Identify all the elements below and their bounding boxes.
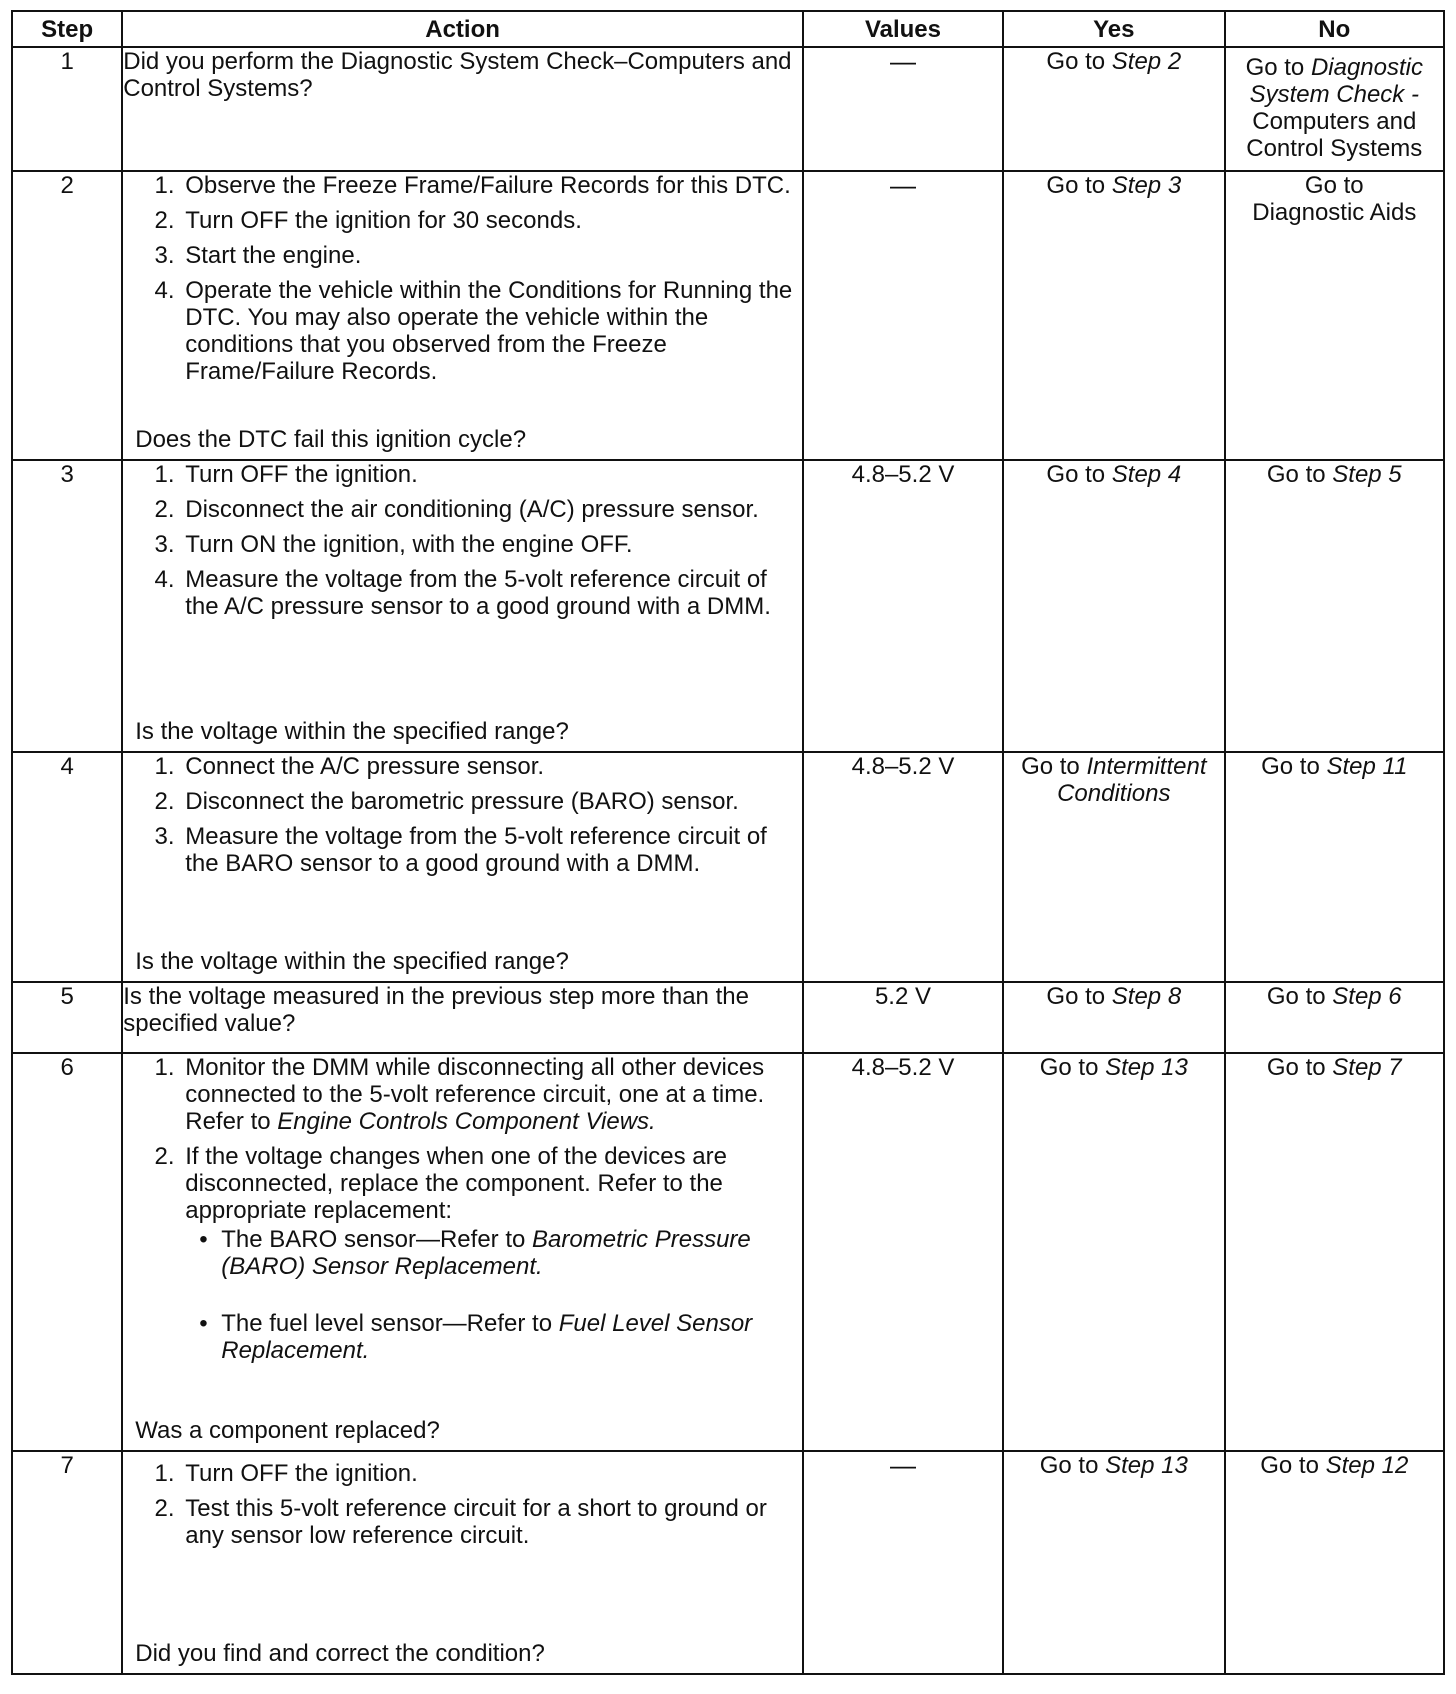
reference-link[interactable]: Barometric Pressure (BARO) Sensor Replacement.: [221, 1225, 751, 1280]
no-prefix: Go to: [1260, 1452, 1319, 1480]
no-link[interactable]: Step 5: [1332, 461, 1402, 489]
value-cell: [803, 1053, 1003, 1451]
action-cell: [122, 47, 803, 171]
action-item: 1. Connect the A/C pressure sensor.: [181, 753, 802, 780]
no-cell[interactable]: [1225, 1053, 1444, 1451]
action-list: [123, 1054, 802, 1364]
action-item: 4. Measure the voltage from the 5-volt reference circuit of the A/C pressure sensor to a good ground with a DMM.: [181, 566, 802, 620]
action-question: Was a component replaced?: [135, 1417, 440, 1445]
action-item: 3. Measure the voltage from the 5-volt reference circuit of the BARO sensor to a good ground with a DMM.: [181, 823, 802, 877]
no-link[interactable]: Diagnostic System Check -: [1249, 54, 1423, 108]
yes-cell[interactable]: [1003, 1451, 1225, 1674]
action-item: 2. Turn OFF the ignition for 30 seconds.: [181, 207, 802, 234]
action-item: 3. Turn ON the ignition, with the engine OFF.: [181, 531, 802, 558]
no-link[interactable]: Step 12: [1325, 1452, 1409, 1480]
no-link[interactable]: Step 6: [1332, 983, 1402, 1011]
action-list: [123, 753, 802, 877]
action-question: Is the voltage within the specified range?: [135, 948, 569, 976]
value-text: 4.8–5.2 V: [851, 753, 955, 781]
no-prefix: Go to: [1266, 983, 1326, 1011]
bullet-text: The BARO sensor—Refer to: [221, 1225, 526, 1253]
yes-prefix: Go to: [1046, 171, 1106, 199]
no-rest[interactable]: Diagnostic Aids: [1252, 198, 1417, 226]
table-row: [12, 982, 1444, 1052]
action-item: 2. Test this 5-volt reference circuit for a short to ground or any sensor low reference circuit.: [181, 1495, 802, 1549]
action-item: 1. Turn OFF the ignition.: [181, 461, 802, 488]
header-step: Step: [12, 11, 122, 47]
yes-cell[interactable]: [1003, 460, 1225, 752]
yes-cell[interactable]: [1003, 47, 1225, 171]
bullet-item: [217, 1226, 802, 1280]
table-row: [12, 47, 1444, 171]
action-cell: [122, 460, 803, 752]
value-text: 4.8–5.2 V: [851, 461, 955, 489]
action-item: 2. Disconnect the air conditioning (A/C) pressure sensor.: [181, 496, 802, 523]
no-link[interactable]: Step 7: [1332, 1053, 1402, 1081]
action-cell: [122, 982, 803, 1052]
step-number: 5: [12, 982, 122, 1052]
value-cell: [803, 982, 1003, 1052]
yes-prefix: Go to: [1021, 753, 1080, 781]
step-number: 3: [12, 460, 122, 752]
table-row: [12, 752, 1444, 982]
step-number: 6: [12, 1053, 122, 1451]
header-action: Action: [122, 11, 803, 47]
value-text: 5.2 V: [874, 983, 931, 1011]
bullet-list: [185, 1226, 802, 1364]
action-list: [123, 461, 802, 620]
yes-cell[interactable]: [1003, 982, 1225, 1052]
action-question: Did you find and correct the condition?: [135, 1640, 545, 1667]
action-item: 1. Observe the Freeze Frame/Failure Records for this DTC.: [181, 172, 802, 199]
step-number: 1: [12, 47, 122, 171]
no-cell[interactable]: [1225, 982, 1444, 1052]
bullet-item: [217, 1310, 802, 1364]
yes-cell[interactable]: [1003, 171, 1225, 461]
header-row: [12, 11, 1444, 47]
diagnostic-table: [11, 10, 1445, 1675]
action-item: 4. Operate the vehicle within the Conditions for Running the DTC. You may also operate the vehicle within the conditions that you observed from the Freeze Frame/Failure Records.: [181, 277, 802, 385]
action-item-text: Monitor the DMM while disconnecting all other devices connected to the 5-volt reference circuit, one at a time. Refer to: [185, 1053, 765, 1135]
value-cell: [803, 460, 1003, 752]
yes-prefix: Go to: [1039, 1053, 1099, 1081]
header-yes: Yes: [1003, 11, 1225, 47]
yes-link[interactable]: Step 2: [1111, 48, 1182, 75]
no-prefix: Go to: [1266, 461, 1326, 489]
action-item: [181, 1143, 802, 1364]
value-cell: [803, 171, 1003, 461]
yes-cell[interactable]: [1003, 1053, 1225, 1451]
header-values: Values: [803, 11, 1003, 47]
yes-prefix: Go to: [1046, 461, 1106, 489]
step-number: 7: [12, 1451, 122, 1674]
action-cell: [122, 1451, 803, 1674]
no-link[interactable]: Step 11: [1326, 753, 1408, 781]
yes-link[interactable]: Step 8: [1111, 983, 1182, 1011]
value-cell: [803, 752, 1003, 982]
no-rest: Computers and Control Systems: [1246, 108, 1423, 162]
value-text: —: [889, 1450, 916, 1481]
action-question: Is the voltage measured in the previous step more than the specified value?: [123, 983, 749, 1038]
yes-link[interactable]: Intermittent Conditions: [1057, 753, 1207, 808]
action-question: Did you perform the Diagnostic System Check–Computers and Control Systems?: [123, 48, 792, 102]
no-cell[interactable]: [1225, 1451, 1444, 1674]
action-question: Is the voltage within the specified range?: [135, 718, 569, 746]
action-list: [123, 172, 802, 385]
yes-link[interactable]: Step 13: [1105, 1452, 1188, 1480]
yes-link[interactable]: Step 3: [1111, 171, 1182, 199]
table-row: [12, 171, 1444, 461]
action-item: 2. Disconnect the barometric pressure (BARO) sensor.: [181, 788, 802, 815]
no-cell[interactable]: [1225, 460, 1444, 752]
yes-link[interactable]: Step 13: [1105, 1053, 1188, 1081]
no-prefix: Go to: [1261, 753, 1320, 781]
no-cell[interactable]: [1225, 171, 1444, 461]
table-row: [12, 460, 1444, 752]
reference-link[interactable]: Engine Controls Component Views.: [277, 1107, 656, 1135]
no-cell[interactable]: [1225, 752, 1444, 982]
table-row: [12, 1451, 1444, 1674]
action-item: 3. Start the engine.: [181, 242, 802, 269]
action-item: [181, 1054, 802, 1135]
value-text: 4.8–5.2 V: [851, 1053, 955, 1081]
bullet-text: The fuel level sensor—Refer to: [221, 1309, 553, 1337]
reference-link[interactable]: Fuel Level Sensor Replacement.: [221, 1309, 753, 1364]
action-cell: [122, 171, 803, 461]
yes-link[interactable]: Step 4: [1111, 461, 1182, 489]
action-cell: [122, 1053, 803, 1451]
step-number: 2: [12, 171, 122, 461]
no-prefix: Go to: [1245, 54, 1305, 81]
header-no: No: [1225, 11, 1444, 47]
no-prefix: Go to: [1266, 1053, 1326, 1081]
yes-cell[interactable]: [1003, 752, 1225, 982]
value-cell: [803, 47, 1003, 171]
action-item-text: If the voltage changes when one of the devices are disconnected, replace the component. Refer to the appropriate replacement:: [185, 1142, 727, 1224]
action-item: 1. Turn OFF the ignition.: [181, 1460, 802, 1487]
table-row: [12, 1053, 1444, 1451]
value-text: —: [889, 46, 916, 76]
yes-prefix: Go to: [1046, 48, 1106, 75]
action-list: [123, 1452, 802, 1549]
action-cell: [122, 752, 803, 982]
yes-prefix: Go to: [1046, 983, 1106, 1011]
value-cell: [803, 1451, 1003, 1674]
yes-prefix: Go to: [1039, 1452, 1099, 1480]
no-cell[interactable]: [1225, 47, 1444, 171]
step-number: 4: [12, 752, 122, 982]
action-question: Does the DTC fail this ignition cycle?: [135, 426, 527, 454]
no-prefix: Go to: [1304, 171, 1364, 199]
value-text: —: [889, 169, 916, 200]
